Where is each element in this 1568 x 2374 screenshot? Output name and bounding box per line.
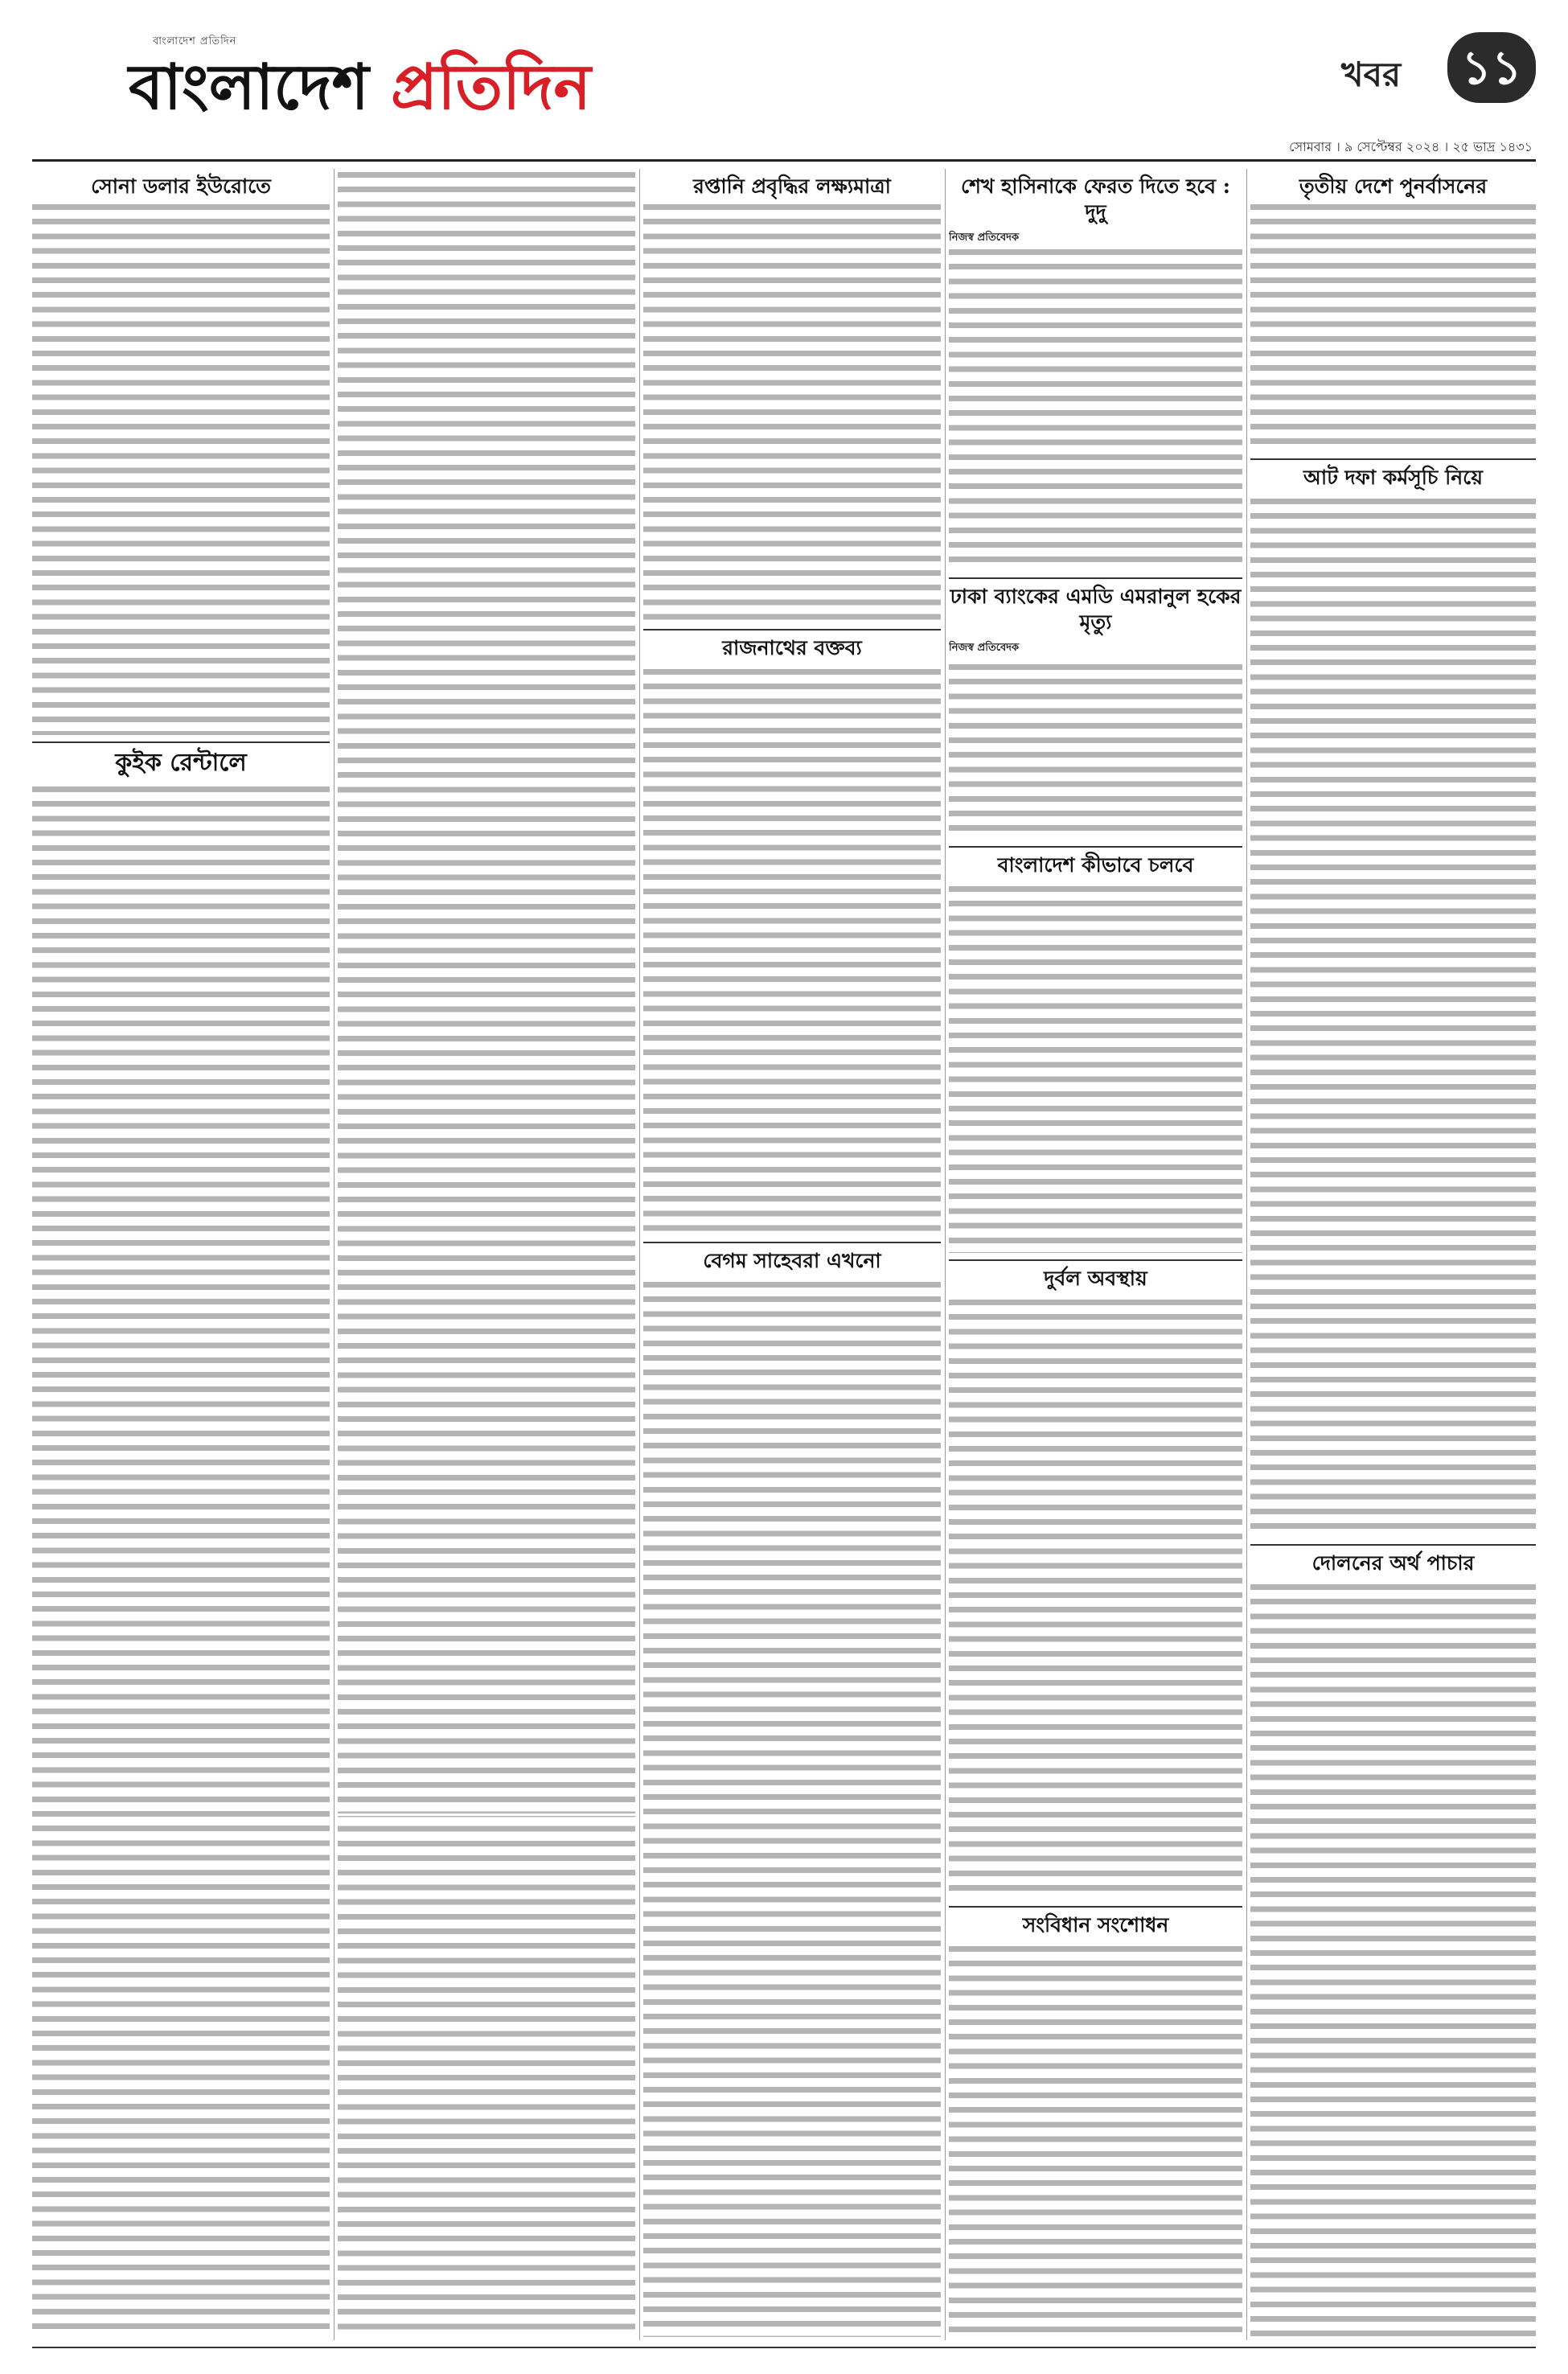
article-separator (643, 1242, 941, 1243)
article-weak-state (949, 1259, 1242, 1903)
masthead (129, 34, 591, 125)
article-headline: শেখ হাসিনাকে ফেরত দিতে হবে : দুদু (961, 175, 1230, 224)
article-continuation (338, 169, 635, 2340)
article-byline: নিজস্ব প্রতিবেদক (949, 232, 1020, 244)
column-rule (1246, 169, 1247, 2340)
article-separator (949, 577, 1242, 579)
article-body (949, 1300, 1242, 1900)
dateline: সোমবার । ৯ সেপ্টেম্বর ২০২৪ । ২৫ ভাদ্র ১৪৩১ (1289, 139, 1533, 154)
column-rule (639, 169, 640, 2340)
page-number: ১১ (1447, 32, 1536, 103)
article-body (643, 1282, 941, 2337)
article-headline: বাংলাদেশ কীভাবে চলবে (997, 853, 1194, 877)
article-body (949, 886, 1242, 1253)
article-sona-dollar (32, 169, 330, 738)
article-body (949, 1946, 1242, 2337)
article-separator (1250, 458, 1536, 460)
masthead-tagline: বাংলাদেশ প্রতিদিন (153, 35, 237, 47)
section-label: খবর (1341, 55, 1402, 94)
article-separator (1250, 1544, 1536, 1546)
paragraph-gap (338, 1813, 635, 1816)
column-3 (643, 169, 941, 2340)
header-rule (32, 159, 1536, 162)
article-separator (949, 1906, 1242, 1908)
column-1 (32, 169, 330, 2340)
article-body (338, 172, 635, 2337)
article-third-country (1250, 169, 1536, 455)
article-headline: আট দফা কর্মসূচি নিয়ে (1303, 466, 1483, 489)
article-export-growth (643, 169, 941, 626)
footer-rule (32, 2347, 1536, 2348)
article-body (1250, 1584, 1536, 2337)
article-headline: ঢাকা ব্যাংকের এমডি এমরানুল হকের মৃত্যু (950, 585, 1242, 634)
page-header (0, 0, 1568, 169)
article-separator (949, 846, 1242, 848)
masthead-title (129, 51, 591, 125)
article-quick-rental (32, 741, 330, 2340)
article-body (32, 204, 330, 735)
article-separator (32, 741, 330, 743)
article-headline: দুর্বল অবস্থায় (1044, 1267, 1147, 1290)
column-4 (949, 169, 1242, 2340)
column-5 (1250, 169, 1536, 2340)
article-separator (643, 629, 941, 630)
article-body (643, 204, 941, 622)
column-rule (334, 169, 335, 2340)
article-separator (949, 1259, 1242, 1261)
article-headline: কুইক রেন্টালে (115, 749, 247, 777)
article-headline: তৃতীয় দেশে পুনর্বাসনের (1299, 175, 1488, 198)
paragraph-gap (338, 1311, 635, 1313)
paragraph-gap (338, 736, 635, 738)
article-begum-saheb (643, 1242, 941, 2340)
article-headline: দোলনের অর্থ পাচার (1311, 1551, 1475, 1575)
article-headline: সংবিধান সংশোধন (1022, 1913, 1169, 1937)
article-headline: সোনা ডলার ইউরোতে (91, 175, 271, 198)
masthead-title-part1: বাংলাদেশ (129, 51, 391, 124)
masthead-title-part2: প্রতিদিন (390, 51, 591, 124)
article-body (643, 669, 941, 1235)
column-2 (338, 169, 635, 2340)
article-body (1250, 499, 1536, 1538)
article-money-laundering (1250, 1544, 1536, 2340)
article-body (949, 249, 1242, 571)
article-dhaka-bank-md (949, 577, 1242, 843)
article-byline: নিজস্ব প্রতিবেদক (949, 642, 1020, 654)
article-body (1250, 204, 1536, 452)
article-sheikh-hasina (949, 169, 1242, 574)
article-body (32, 787, 330, 2337)
article-rajnath (643, 629, 941, 1238)
article-eight-point (1250, 458, 1536, 1541)
columns (32, 169, 1536, 2340)
article-headline: রাজনাথের বক্তব্য (722, 636, 862, 659)
article-constitution-amendment (949, 1906, 1242, 2340)
column-rule (945, 169, 946, 2340)
article-headline: বেগম সাহেবরা এখনো (703, 1249, 881, 1272)
article-body (949, 664, 1242, 840)
article-bangladesh-how (949, 846, 1242, 1256)
article-headline: রপ্তানি প্রবৃদ্ধির লক্ষ্যমাত্রা (693, 175, 891, 198)
